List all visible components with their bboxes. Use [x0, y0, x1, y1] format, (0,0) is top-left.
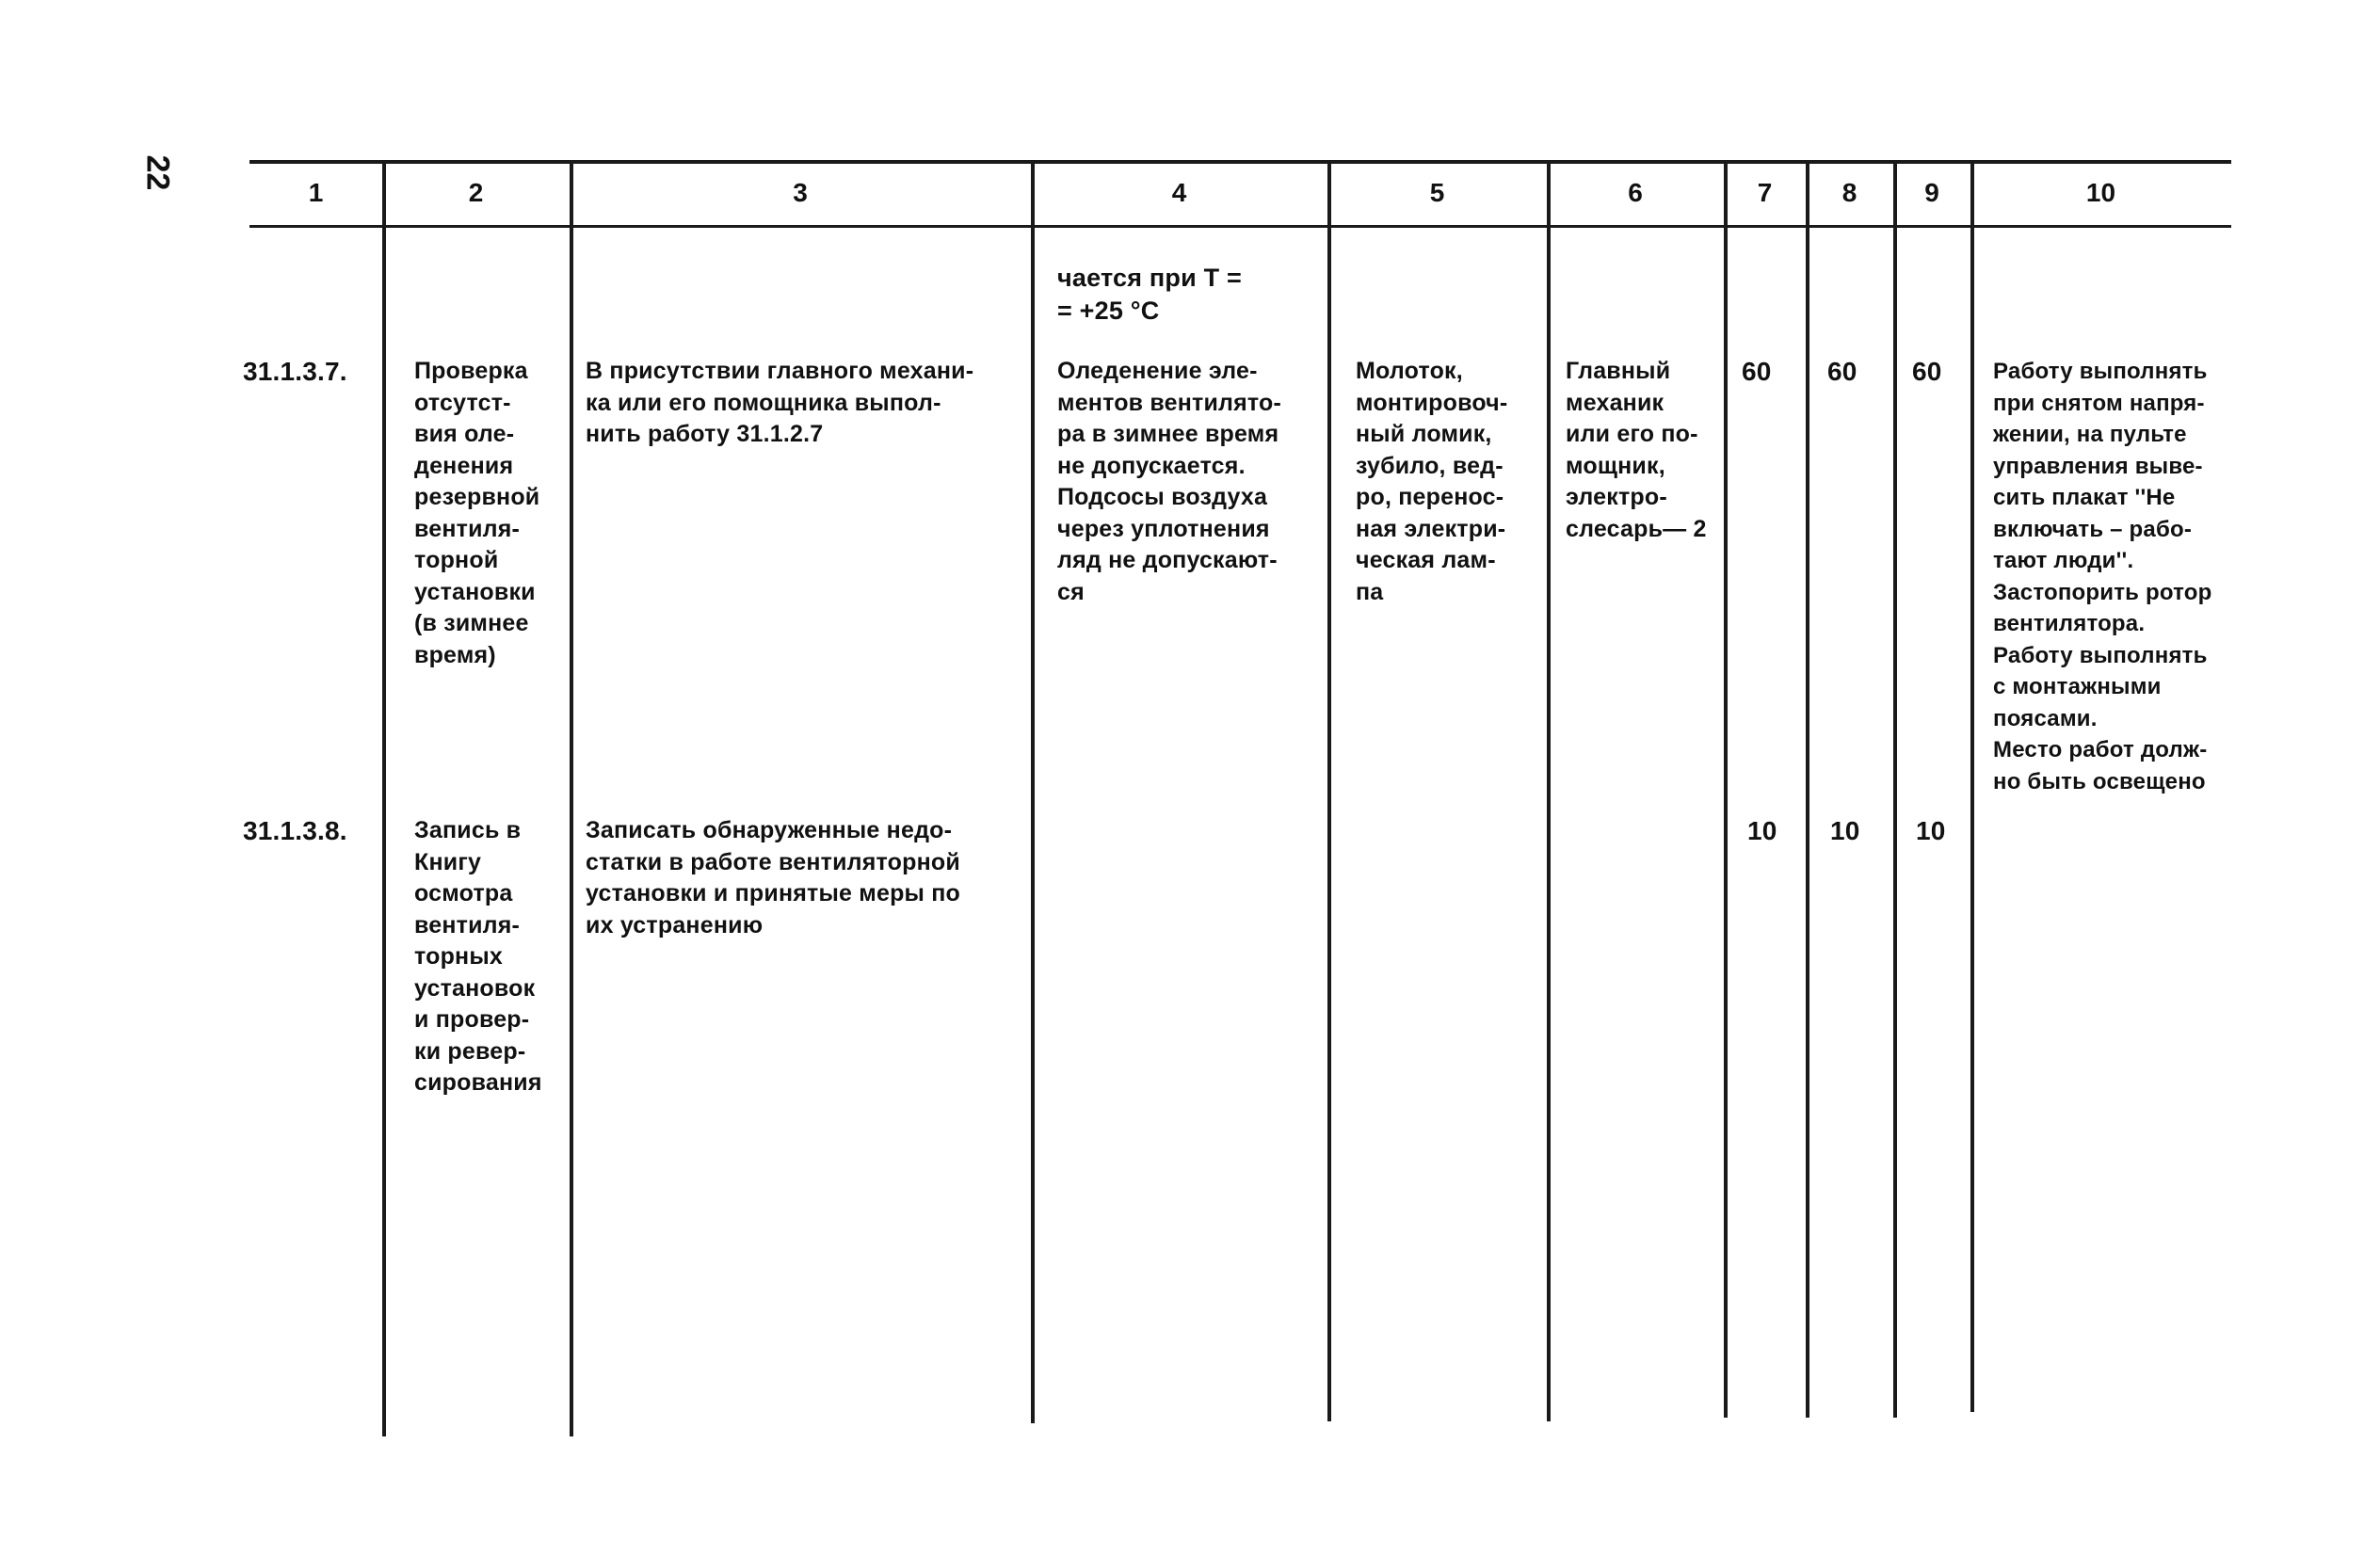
column-divider — [1893, 160, 1897, 1418]
column-header-4: 4 — [1171, 178, 1187, 207]
column-divider — [1806, 160, 1809, 1418]
column-divider — [1031, 160, 1035, 1423]
column-header-10: 10 — [2085, 178, 2116, 207]
row-procedure: Записать обнаруженные недо- статки в работе вентиляторной установки и принятые меры по их устранению — [586, 817, 961, 938]
row-tools: Молоток, монтировоч- ный ломик, зубило, вед- ро, перенос- ная электри- ческая лам- па — [1356, 358, 1508, 605]
row-work-name: Проверка отсутст- вия оле- денения резервной вентиля- торной установки (в зимнее время) — [414, 358, 540, 668]
row-col9-value: 60 — [1912, 357, 1942, 386]
column-divider — [382, 160, 386, 1436]
row-personnel: Главный механик или его по- мощник, электро- слесарь— 2 — [1566, 358, 1707, 542]
column-divider — [1724, 160, 1728, 1418]
row-col7-value: 10 — [1747, 816, 1777, 845]
column-divider — [1970, 160, 1974, 1412]
row-work-name: Запись в Книгу осмотра вентиля- торных установок и провер- ки ревер- сирования — [414, 817, 542, 1096]
column-divider — [570, 160, 573, 1436]
column-header-9: 9 — [1924, 178, 1939, 207]
row-col8-value: 10 — [1830, 816, 1860, 845]
row-requirements: Оледенение эле- ментов вентилято- ра в зимнее время не допускается. Подсосы воздуха через уплотнения ляд не допускают- ся — [1057, 358, 1282, 605]
column-header-3: 3 — [793, 178, 808, 207]
continuation-cell: чается при Т = = +25 °С — [1057, 264, 1242, 325]
column-header-2: 2 — [468, 178, 484, 207]
column-divider — [1327, 160, 1331, 1421]
column-header-6: 6 — [1628, 178, 1643, 207]
row-col7-value: 60 — [1742, 357, 1772, 386]
row-col8-value: 60 — [1827, 357, 1857, 386]
column-header-1: 1 — [308, 178, 324, 207]
row-notes: Работу выполнять при снятом напря- жении, на пульте управления выве- сить плакат ''Не включать – рабо- тают люди''. Застопорить ротор вентилятора. Работу выполнять с монтажными поясами. Место работ долж- но быть освещено — [1993, 359, 2212, 794]
row-col9-value: 10 — [1916, 816, 1946, 845]
column-header-7: 7 — [1757, 178, 1773, 207]
page-number: 22 — [139, 154, 176, 191]
column-divider — [1547, 160, 1551, 1421]
row-code: 31.1.3.7. — [243, 357, 347, 386]
column-header-5: 5 — [1429, 178, 1445, 207]
row-code: 31.1.3.8. — [243, 816, 347, 845]
row-procedure: В присутствии главного механи- ка или его помощника выпол- нить работу 31.1.2.7 — [586, 358, 974, 447]
column-header-8: 8 — [1841, 178, 1857, 207]
